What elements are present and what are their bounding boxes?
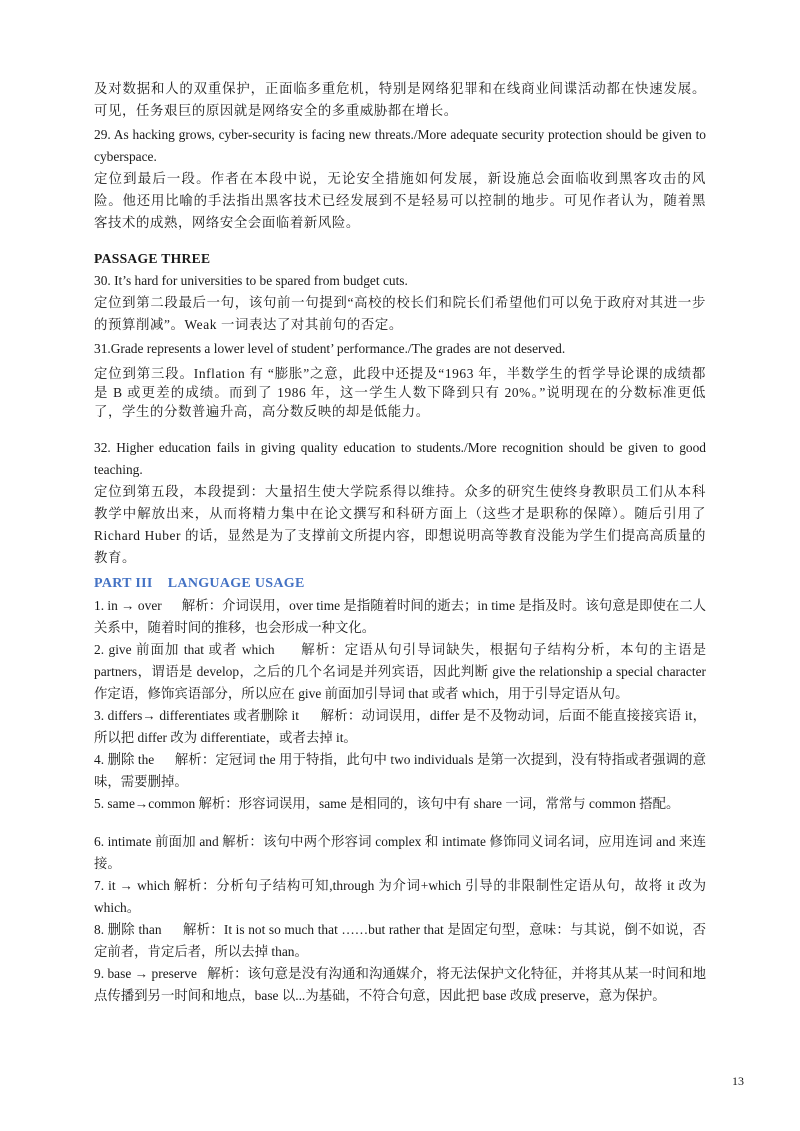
language-usage-item-1: 1. in → over 解析：介词误用，over time 是指随着时间的逝去；in time 是指及时。该句意是即使在二人关系中，随着时间的推移，也会形成一种文化。 [94, 598, 706, 635]
language-usage-item-2: 2. give 前面加 that 或者 which 解析：定语从句引导词缺失，根据句子结构分析，本句的主语是 partners，谓语是 develop，之后的几个名词是并列宾语，因此判断 give the relationship a special character 作定语，修饰宾语部分，所以应在 give 前面加引导词 that 或者 which，用于引导定语从句。 [94, 642, 710, 701]
language-usage-item-8: 8. 删除 than 解析：It is not so much that ……but rather that 是固定句型，意味：与其说，倒不如说，否定前者，肯定后者，所以去掉 than。 [94, 922, 706, 959]
explanation-30: 定位到第二段最后一句，该句前一句提到“高校的校长们和院长们希望他们可以免于政府对其进一步的预算削减”。Weak 一词表达了对其前句的否定。 [94, 295, 706, 332]
answer-31: 31.Grade represents a lower level of student’ performance./The grades are not deserved. [94, 341, 566, 356]
explanation-29: 定位到最后一段。作者在本段中说，无论安全措施如何发展，新设施总会面临收到黑客攻击的风险。他还用比喻的手法指出黑客技术已经发展到不是轻易可以控制的地步。可见作者认为，随着黑客技术的成熟，网络安全会面临着新风险。 [94, 171, 706, 230]
explanation-31: 定位到第三段。Inflation 有 “膨胀”之意，此段中还提及“1963 年，半数学生的哲学导论课的成绩都 是 B 或更差的成绩。而到了 1986 年，这一学生人数下降到只有 20%。”说明现在的分数标准更低了，学生的分数普遍升高，高分数反映的却是低能力。 [94, 366, 706, 419]
passage-three-heading: PASSAGE THREE [94, 251, 211, 266]
language-usage-item-9: 9. base → preserve 解析：该句意是没有沟通和沟通媒介，将无法保护文化特征，并将其从某一时间和地点传播到另一时间和地点，base 以...为基础，不符合句意，因此把 base 改成 preserve，意为保护。 [94, 966, 706, 1003]
page-number: 13 [732, 1074, 744, 1088]
answer-29: 29. As hacking grows, cyber-security is facing new threats./More adequate security protection should be given to cyberspace. [94, 127, 706, 164]
language-usage-item-7: 7. it → which 解析：分析句子结构可知,through 为介词+which 引导的非限制性定语从句，故将 it 改为 which。 [94, 878, 710, 915]
language-usage-item-5: 5. same→common 解析：形容词误用，same 是相同的，该句中有 share 一词，常常与 common 搭配。 [94, 796, 680, 811]
language-usage-item-6: 6. intimate 前面加 and 解析：该句中两个形容词 complex 和 intimate 修饰同义词名词，应用连词 and 来连接。 [94, 834, 706, 871]
explanation-32: 定位到第五段，本段提到：大量招生使大学院系得以维持。众多的研究生使终身教职员工们从本科教学中解放出来，从而将精力集中在论文撰写和科研方面上（这些才是职称的保障）。随后引用了 Richard Huber 的话，显然是为了支撑前文所提内容，即想说明高等教育没能为学生们提高高质量的教育。 [94, 484, 706, 565]
intro-paragraph: 及对数据和人的双重保护，正面临多重危机，特别是网络犯罪和在线商业间谍活动都在快速发展。可见，任务艰巨的原因就是网络安全的多重威胁都在增长。 [94, 81, 706, 118]
language-usage-item-3: 3. differs→ differentiates 或者删除 it 解析：动词误用，differ 是不及物动词，后面不能直接接宾语 it，所以把 differ 改为 differentiate，或者去掉 it。 [94, 708, 706, 745]
answer-30: 30. It’s hard for universities to be spared from budget cuts. [94, 273, 408, 288]
language-usage-item-4: 4. 删除 the 解析：定冠词 the 用于特指，此句中 two individuals 是第一次提到，没有特指或者强调的意味，需要删掉。 [94, 752, 706, 789]
part-three-heading: PART III LANGUAGE USAGE [94, 576, 305, 591]
answer-32: 32. Higher education fails in giving quality education to students./More recognition should be given to good teaching. [94, 440, 706, 477]
